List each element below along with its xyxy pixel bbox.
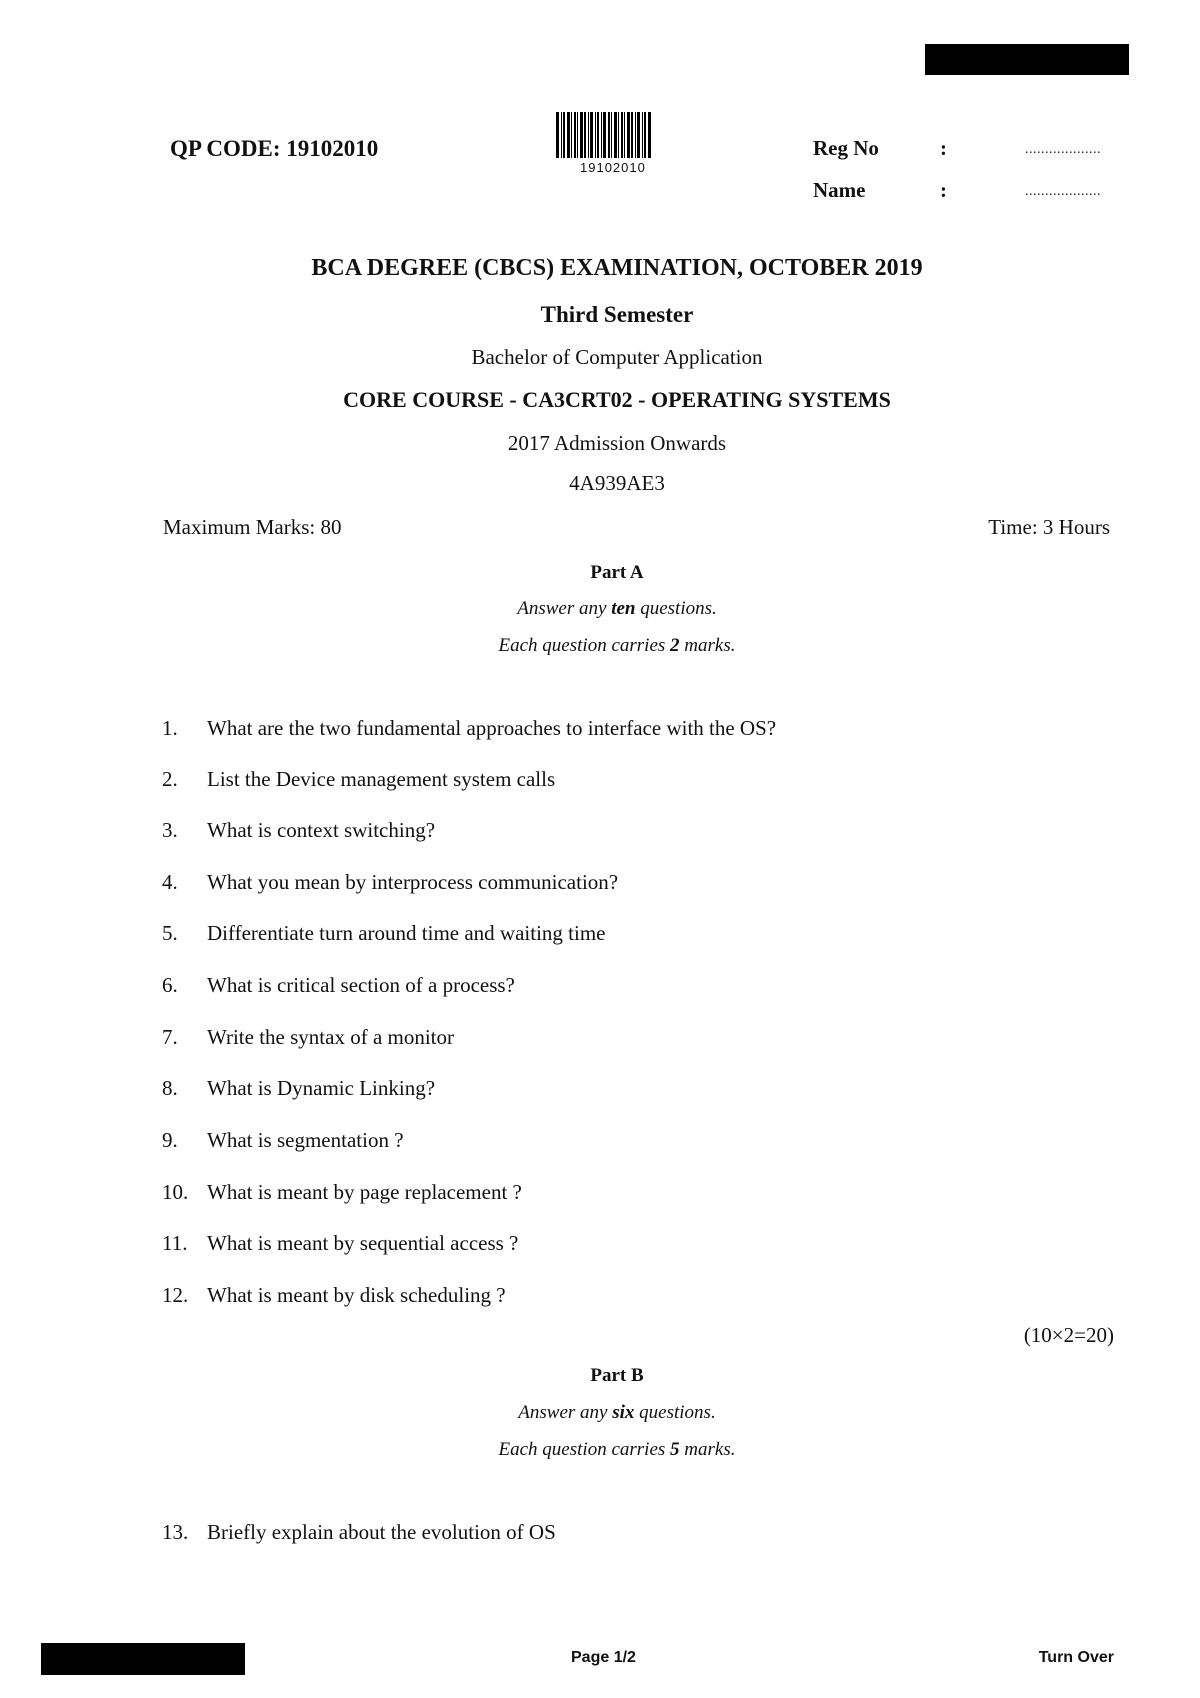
redacted-box-bottom <box>41 1643 245 1675</box>
question-number: 11. <box>162 1231 188 1255</box>
programme: Bachelor of Computer Application <box>471 345 763 369</box>
question-number: 5. <box>162 921 178 945</box>
exam-title: BCA DEGREE (CBCS) EXAMINATION, OCTOBER 2019 <box>311 255 923 281</box>
part-a-instruction-1: Answer any ten questions. <box>517 598 717 619</box>
question-number: 10. <box>162 1180 189 1204</box>
reg-no-colon: : <box>940 136 947 160</box>
question-text: Briefly explain about the evolution of OS <box>207 1520 556 1544</box>
question-number: 4. <box>162 870 178 894</box>
question-text: Write the syntax of a monitor <box>207 1025 455 1049</box>
question-text: Differentiate turn around time and waiting time <box>207 921 606 945</box>
semester: Third Semester <box>540 302 694 327</box>
name-field: ................... <box>1025 184 1101 199</box>
question-number: 7. <box>162 1025 178 1049</box>
part-b-instruction-2: Each question carries 5 marks. <box>498 1439 736 1460</box>
part-a-title: Part A <box>590 562 644 583</box>
max-marks: Maximum Marks: 80 <box>163 515 342 539</box>
question-number: 3. <box>162 818 178 842</box>
question-text: What you mean by interprocess communication? <box>207 870 619 894</box>
turn-over: Turn Over <box>1038 1649 1114 1666</box>
reg-no-field: ................... <box>1025 142 1101 157</box>
part-b-instruction-1: Answer any six questions. <box>518 1402 716 1423</box>
question-text: What are the two fundamental approaches to interface with the OS? <box>207 716 777 740</box>
question-text: What is context switching? <box>207 818 436 842</box>
course-title: CORE COURSE - CA3CRT02 - OPERATING SYSTEMS <box>343 387 891 412</box>
question-number: 1. <box>162 716 178 740</box>
page-number: Page 1/2 <box>571 1649 636 1666</box>
question-number: 13. <box>162 1520 189 1544</box>
redacted-box-top <box>925 44 1129 75</box>
question-text: What is Dynamic Linking? <box>207 1076 436 1100</box>
reg-no-label: Reg No <box>813 136 879 160</box>
part-a-instruction-2: Each question carries 2 marks. <box>498 635 736 656</box>
paper-code: 4A939AE3 <box>569 471 665 495</box>
question-text: What is meant by disk scheduling ? <box>207 1283 506 1307</box>
question-text: List the Device management system calls <box>207 767 556 791</box>
question-text: What is critical section of a process? <box>207 973 515 997</box>
question-number: 9. <box>162 1128 178 1152</box>
question-text: What is meant by sequential access ? <box>207 1231 519 1255</box>
barcode-number: 19102010 <box>580 160 646 175</box>
question-number: 2. <box>162 767 178 791</box>
time-allowed: Time: 3 Hours <box>988 515 1110 539</box>
question-number: 12. <box>162 1283 189 1307</box>
question-number: 8. <box>162 1076 178 1100</box>
barcode-image <box>556 112 674 158</box>
admission: 2017 Admission Onwards <box>507 431 727 455</box>
part-b-title: Part B <box>590 1365 644 1386</box>
question-text: What is meant by page replacement ? <box>207 1180 522 1204</box>
part-a-marks: (10×2=20) <box>1023 1323 1114 1347</box>
name-colon: : <box>940 178 947 202</box>
question-number: 6. <box>162 973 178 997</box>
name-label: Name <box>813 178 866 202</box>
question-text: What is segmentation ? <box>207 1128 404 1152</box>
qp-code: QP CODE: 19102010 <box>170 136 379 161</box>
